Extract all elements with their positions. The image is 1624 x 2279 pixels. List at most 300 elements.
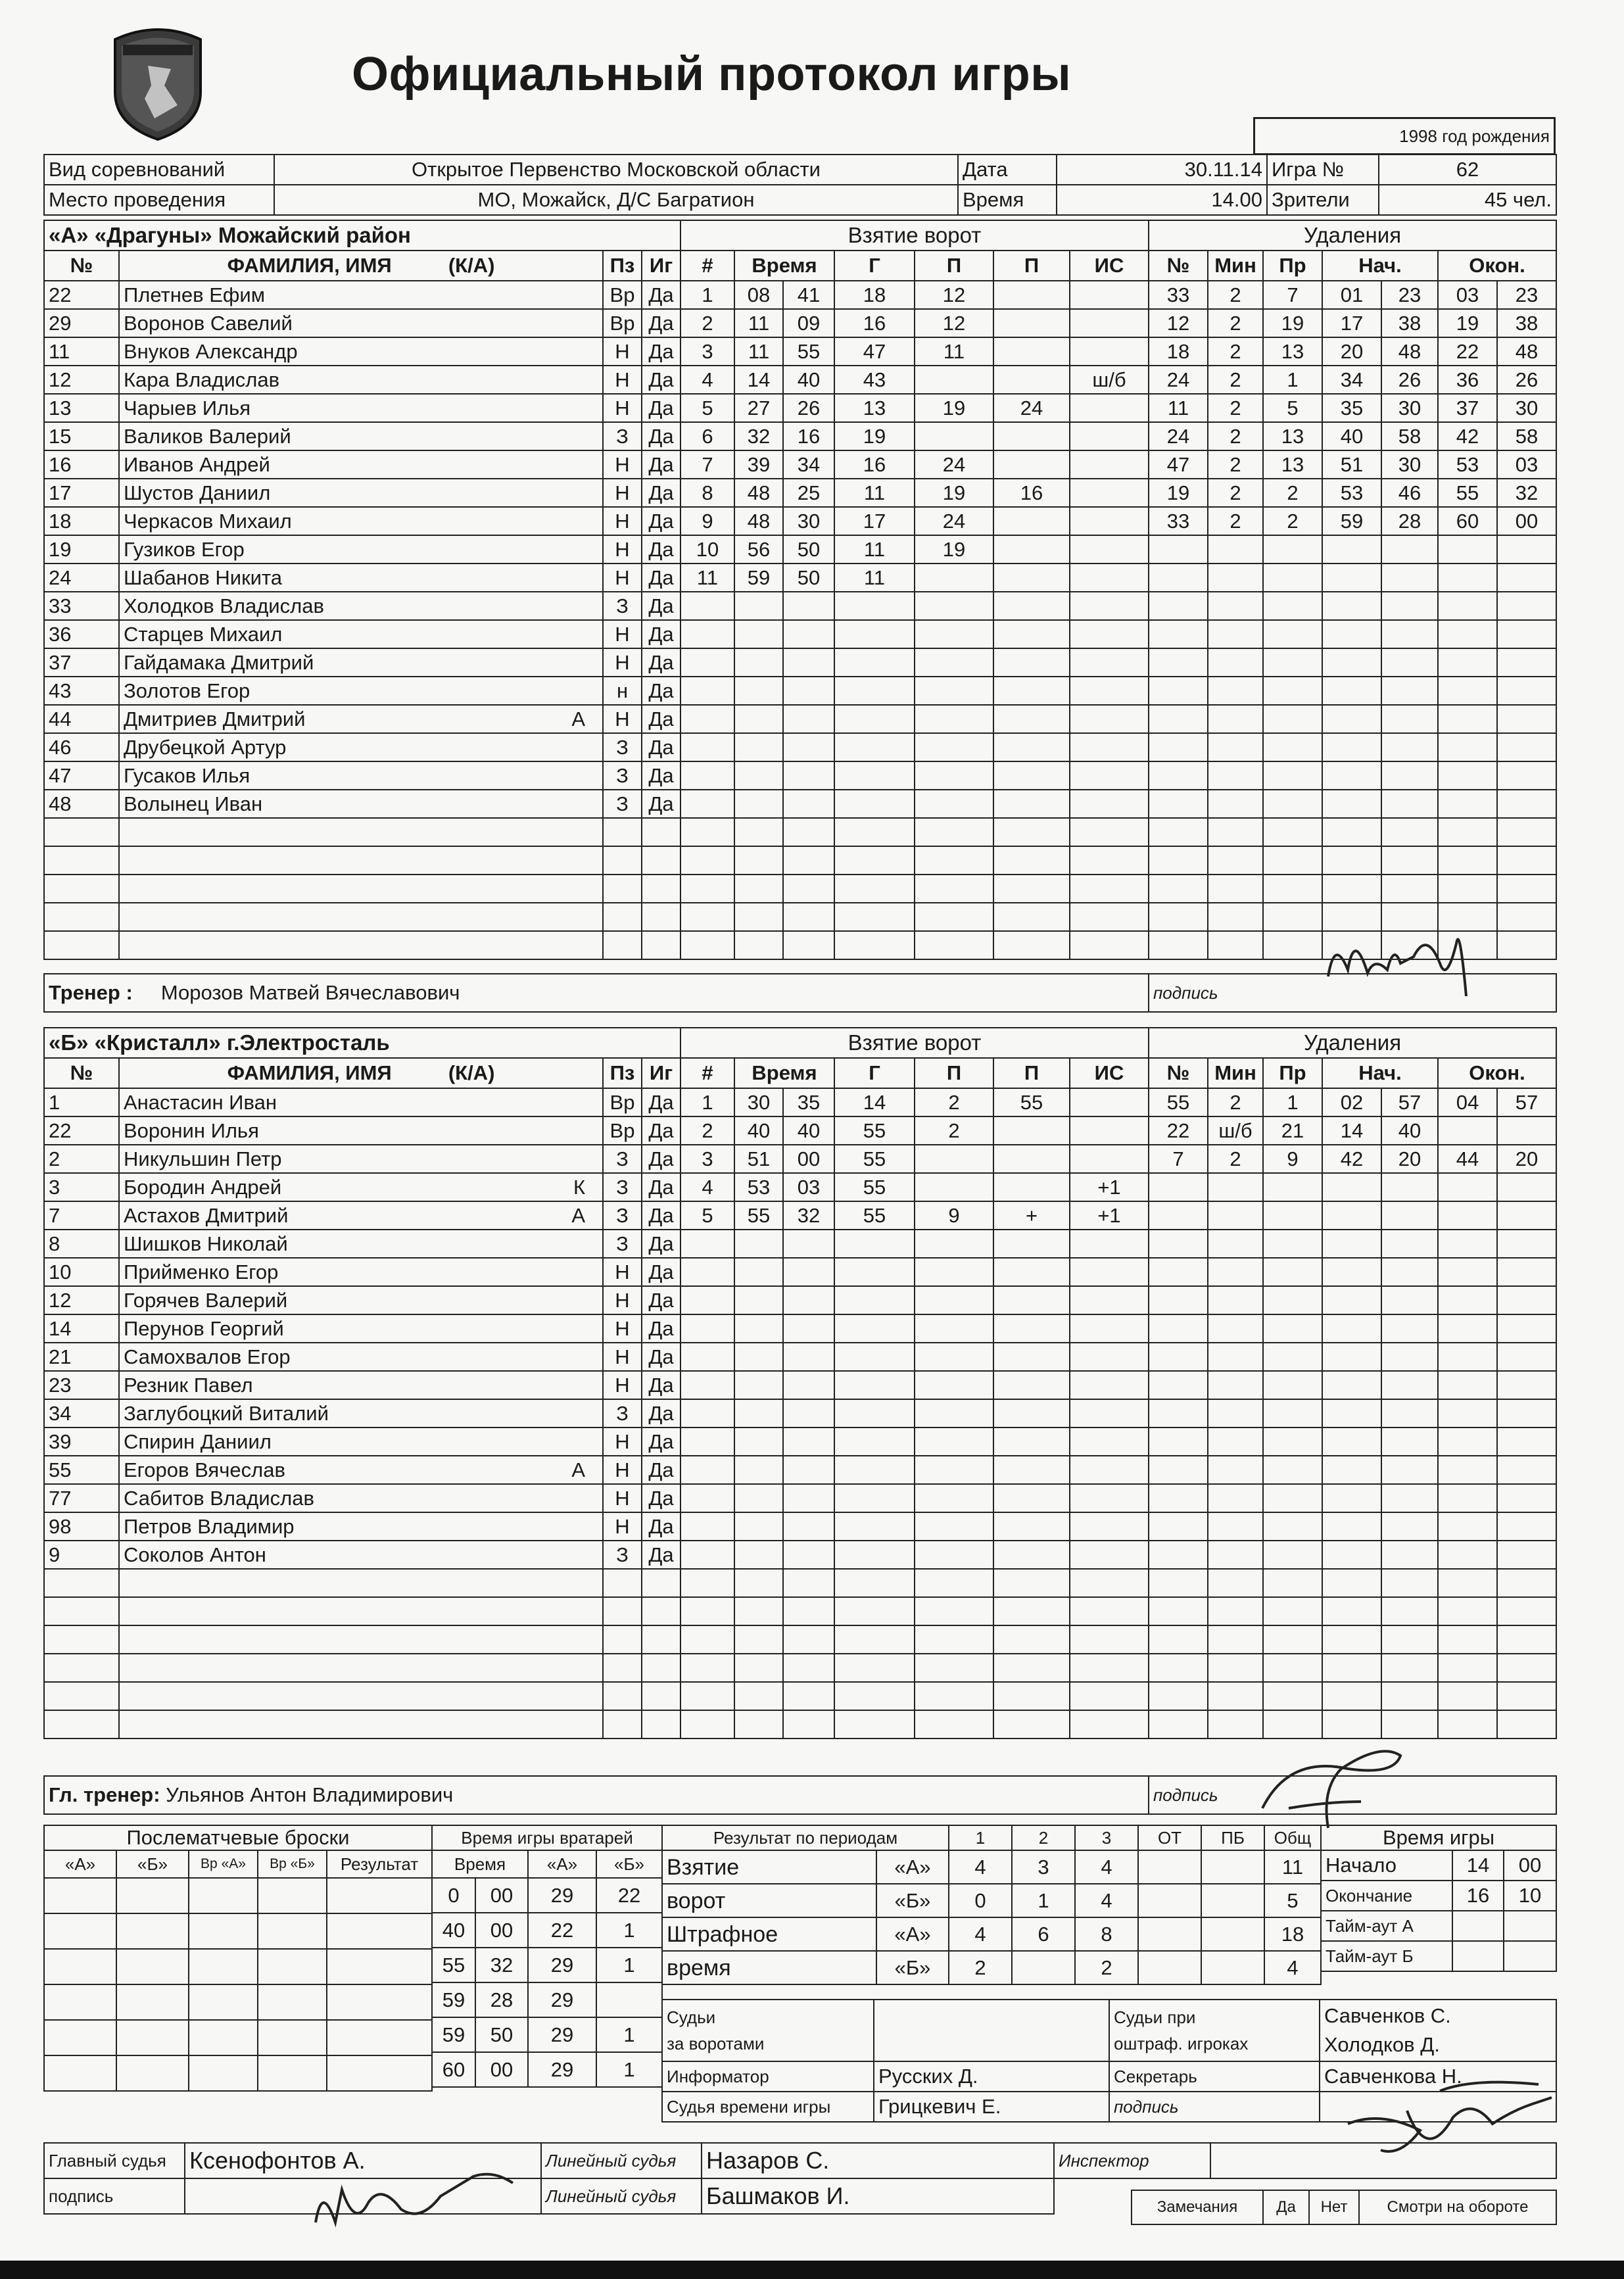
player-row xyxy=(44,818,681,846)
main-referee-sign-label: подпись xyxy=(44,2178,185,2214)
empty-cell xyxy=(1208,1201,1263,1230)
player-number: 47 xyxy=(44,761,119,790)
player-name: Волынец Иван xyxy=(124,792,263,815)
empty-cell xyxy=(1070,1710,1149,1739)
empty-cell xyxy=(1322,1314,1381,1343)
linesman-1-label: Линейный судья xyxy=(541,2143,702,2178)
empty-cell xyxy=(1381,1314,1438,1343)
empty-cell xyxy=(1208,1625,1263,1654)
empty-cell xyxy=(681,1230,734,1258)
penalty-row xyxy=(1149,1286,1556,1314)
empty-cell xyxy=(993,790,1070,818)
empty-cell xyxy=(1149,677,1208,705)
empty-cell xyxy=(1263,564,1322,592)
remarks-yes[interactable]: Да xyxy=(1263,2190,1309,2224)
col-pen-start-header: Нач. xyxy=(1322,251,1438,281)
goal-assist-2: 16 xyxy=(993,479,1070,507)
player-number: 10 xyxy=(44,1258,119,1286)
empty-cell xyxy=(783,705,834,733)
empty-cell xyxy=(1497,620,1556,648)
player-name-cell xyxy=(119,1230,603,1258)
player-position: Н xyxy=(603,1258,642,1286)
team-title-row xyxy=(44,1028,681,1058)
empty-cell xyxy=(1149,733,1208,761)
penalty-row xyxy=(1149,1541,1556,1569)
goal-situation xyxy=(1070,1145,1149,1173)
period-value: 4 xyxy=(1075,1850,1138,1884)
empty-cell xyxy=(1070,1541,1149,1569)
player-captain-mark: А xyxy=(571,708,585,731)
place-value: МО, Можайск, Д/С Багратион xyxy=(274,185,958,215)
empty-cell xyxy=(915,875,993,903)
empty-cell xyxy=(681,1399,734,1427)
empty-cell xyxy=(1208,648,1263,677)
pim-label-2: время xyxy=(662,1951,876,1984)
player-name-cell xyxy=(119,790,603,818)
empty-cell xyxy=(1263,875,1322,903)
goal-situation xyxy=(1070,394,1149,422)
empty-cell xyxy=(834,1343,915,1371)
player-row xyxy=(44,422,681,450)
empty-cell xyxy=(1149,1258,1208,1286)
shootout-col-header: Вр «Б» xyxy=(258,1850,327,1878)
empty-cell xyxy=(1497,1314,1556,1343)
empty-cell xyxy=(993,931,1070,959)
penalty-end-min: 37 xyxy=(1438,394,1497,422)
goal-scorer: 55 xyxy=(834,1116,915,1145)
empty-cell xyxy=(834,1682,915,1710)
player-row xyxy=(44,761,681,790)
player-position: Н xyxy=(603,1427,642,1456)
empty-cell xyxy=(44,1597,119,1625)
empty-cell xyxy=(915,1654,993,1682)
player-played: Да xyxy=(642,1258,681,1286)
empty-cell xyxy=(1070,592,1149,620)
goal-scorer: 55 xyxy=(834,1201,915,1230)
empty-cell xyxy=(993,1399,1070,1427)
period-value xyxy=(1138,1917,1201,1951)
empty-cell xyxy=(1381,1201,1438,1230)
goal-assist-1: 12 xyxy=(915,309,993,337)
empty-cell xyxy=(834,931,915,959)
empty-cell xyxy=(1322,1173,1381,1201)
empty-cell xyxy=(1070,761,1149,790)
player-row xyxy=(44,592,681,620)
empty-cell xyxy=(1263,1173,1322,1201)
penalty-end-sec: 32 xyxy=(1497,479,1556,507)
empty-cell xyxy=(1149,648,1208,677)
player-position: Н xyxy=(603,450,642,479)
player-row xyxy=(44,281,681,309)
empty-cell xyxy=(1497,1512,1556,1541)
player-name: Кара Владислав xyxy=(124,368,280,391)
period-results-table xyxy=(661,1825,1322,1985)
empty-cell xyxy=(1381,1343,1438,1371)
goalie-change-second: 50 xyxy=(475,2017,528,2052)
empty-cell xyxy=(834,620,915,648)
empty-cell xyxy=(1149,1201,1208,1230)
empty-cell xyxy=(642,931,681,959)
goalie-time-title: Время игры вратарей xyxy=(432,1825,662,1850)
penalty-start-sec: 23 xyxy=(1381,281,1438,309)
col-pen-end-header: Окон. xyxy=(1438,1058,1556,1088)
player-position: З xyxy=(603,1541,642,1569)
period-value: 8 xyxy=(1075,1917,1138,1951)
goalie-b-number: 1 xyxy=(596,1913,662,1948)
player-name-cell xyxy=(119,1286,603,1314)
penalty-reason: 21 xyxy=(1263,1116,1322,1145)
empty-cell xyxy=(1381,1512,1438,1541)
goal-row xyxy=(681,1427,1149,1456)
team-title: «Б» «Кристалл» г.Электросталь xyxy=(44,1028,681,1058)
period-value: 4 xyxy=(949,1850,1012,1884)
penalty-end-min: 03 xyxy=(1438,281,1497,309)
penalty-row xyxy=(1149,1569,1556,1597)
empty-cell xyxy=(993,677,1070,705)
empty-cell xyxy=(1263,733,1322,761)
empty-cell xyxy=(993,1569,1070,1597)
empty-cell xyxy=(1438,1484,1497,1512)
penalty-end-sec: 26 xyxy=(1497,366,1556,394)
col-situation-header: ИС xyxy=(1070,251,1149,281)
penalty-row xyxy=(1149,1230,1556,1258)
goal-number: 7 xyxy=(681,450,734,479)
player-name: Анастасин Иван xyxy=(124,1091,277,1114)
goalie-change-second: 00 xyxy=(475,2052,528,2087)
empty-cell xyxy=(1438,648,1497,677)
player-position: Н xyxy=(603,535,642,564)
player-played: Да xyxy=(642,450,681,479)
empty-cell xyxy=(734,875,783,903)
penalty-end-sec: 30 xyxy=(1497,394,1556,422)
empty-cell xyxy=(734,1286,783,1314)
player-name-cell xyxy=(119,450,603,479)
period-value xyxy=(1201,1884,1264,1917)
goal-row xyxy=(681,1710,1149,1739)
shootout-col-header: Вр «А» xyxy=(189,1850,258,1878)
empty-cell xyxy=(1070,1314,1149,1343)
empty-cell xyxy=(603,846,642,875)
goal-row xyxy=(681,281,1149,309)
player-number: 48 xyxy=(44,790,119,818)
goal-scorer: 55 xyxy=(834,1173,915,1201)
empty-cell xyxy=(734,1682,783,1710)
goalie-b-number: 1 xyxy=(596,2017,662,2052)
empty-cell xyxy=(734,1343,783,1371)
scan-bottom-edge xyxy=(0,2261,1624,2279)
empty-cell xyxy=(993,1541,1070,1569)
penalty-row xyxy=(1149,1258,1556,1286)
empty-cell xyxy=(1208,1427,1263,1456)
empty-cell xyxy=(44,1625,119,1654)
empty-cell xyxy=(1149,1682,1208,1710)
empty-cell xyxy=(1149,564,1208,592)
player-row xyxy=(44,366,681,394)
player-row xyxy=(44,875,681,903)
empty-cell xyxy=(603,818,642,846)
empty-cell xyxy=(1438,733,1497,761)
empty-cell xyxy=(1208,931,1263,959)
empty-cell xyxy=(603,1682,642,1710)
start-label: Начало xyxy=(1321,1850,1452,1881)
penalty-row xyxy=(1149,875,1556,903)
empty-cell xyxy=(734,1371,783,1399)
player-played: Да xyxy=(642,1201,681,1230)
empty-cell xyxy=(1322,1682,1381,1710)
penalty-row xyxy=(1149,733,1556,761)
empty-cell xyxy=(1438,1456,1497,1484)
empty-cell xyxy=(1322,875,1381,903)
empty-cell xyxy=(1322,1625,1381,1654)
goal-scorer: 16 xyxy=(834,309,915,337)
period-team: «Б» xyxy=(876,1884,949,1917)
empty-cell xyxy=(1497,1230,1556,1258)
empty-cell xyxy=(993,1710,1070,1739)
player-number: 98 xyxy=(44,1512,119,1541)
col-scorer-header: Г xyxy=(834,1058,915,1088)
empty-cell xyxy=(1381,1456,1438,1484)
empty-cell xyxy=(783,1314,834,1343)
goal-second: 41 xyxy=(783,281,834,309)
empty-cell xyxy=(681,733,734,761)
empty-cell xyxy=(1438,1399,1497,1427)
goalie-a-header: «А» xyxy=(528,1850,596,1878)
penalty-judges-label-1: Судьи при xyxy=(1114,2007,1196,2027)
empty-cell xyxy=(783,733,834,761)
goal-minute: 56 xyxy=(734,535,783,564)
goal-second: 40 xyxy=(783,1116,834,1145)
empty-cell xyxy=(1438,592,1497,620)
penalty-end-min: 42 xyxy=(1438,422,1497,450)
end-minute: 10 xyxy=(1504,1881,1556,1911)
empty-cell xyxy=(1497,1484,1556,1512)
player-name: Иванов Андрей xyxy=(124,453,270,476)
empty-cell xyxy=(1263,620,1322,648)
penalty-reason: 13 xyxy=(1263,450,1322,479)
player-row xyxy=(44,1625,681,1654)
empty-cell xyxy=(681,1371,734,1399)
penalty-row xyxy=(1149,1371,1556,1399)
empty-cell xyxy=(603,875,642,903)
empty-cell xyxy=(1208,535,1263,564)
empty-cell xyxy=(734,1597,783,1625)
empty-cell xyxy=(1322,592,1381,620)
remarks-no[interactable]: Нет xyxy=(1309,2190,1359,2224)
empty-cell xyxy=(734,620,783,648)
penalty-row xyxy=(1149,1088,1556,1116)
goal-number: 5 xyxy=(681,394,734,422)
goal-row xyxy=(681,733,1149,761)
player-name: Гузиков Егор xyxy=(124,538,245,561)
empty-cell xyxy=(1381,1682,1438,1710)
player-played: Да xyxy=(642,790,681,818)
player-name: Валиков Валерий xyxy=(124,425,291,448)
empty-cell xyxy=(1208,1258,1263,1286)
period-col-header: 1 xyxy=(949,1825,1012,1850)
empty-cell xyxy=(734,592,783,620)
empty-cell xyxy=(1070,1456,1149,1484)
pim-label-1: Штрафное xyxy=(662,1917,876,1951)
goal-judges-label-2: за воротами xyxy=(667,2034,765,2053)
player-row xyxy=(44,535,681,564)
player-position: Н xyxy=(603,337,642,366)
player-position: З xyxy=(603,422,642,450)
team-title: «А» «Драгуны» Можайский район xyxy=(44,220,681,251)
empty-cell xyxy=(1322,1286,1381,1314)
penalty-player: 11 xyxy=(1149,394,1208,422)
empty-cell xyxy=(681,1343,734,1371)
empty-cell xyxy=(642,846,681,875)
empty-cell xyxy=(734,1654,783,1682)
empty-cell xyxy=(1149,1569,1208,1597)
player-played: Да xyxy=(642,309,681,337)
empty-cell xyxy=(734,790,783,818)
empty-cell xyxy=(1497,733,1556,761)
goal-situation xyxy=(1070,1088,1149,1116)
penalty-row xyxy=(1149,1512,1556,1541)
empty-cell xyxy=(642,1682,681,1710)
goal-row xyxy=(681,1512,1149,1541)
goalie-change-second: 32 xyxy=(475,1948,528,1982)
empty-cell xyxy=(1322,1512,1381,1541)
empty-cell xyxy=(681,592,734,620)
player-position: Н xyxy=(603,394,642,422)
player-played: Да xyxy=(642,535,681,564)
empty-cell xyxy=(1149,705,1208,733)
player-row xyxy=(44,479,681,507)
empty-cell xyxy=(993,1654,1070,1682)
col-scorer-header: Г xyxy=(834,251,915,281)
empty-cell xyxy=(1208,705,1263,733)
empty-cell xyxy=(1149,818,1208,846)
empty-cell xyxy=(1149,1597,1208,1625)
goal-minute: 53 xyxy=(734,1173,783,1201)
coach-sign-label-a: подпись xyxy=(1149,974,1556,1012)
goal-second: 00 xyxy=(783,1145,834,1173)
empty-cell xyxy=(1149,903,1208,931)
empty-cell xyxy=(915,846,993,875)
linesmen-table xyxy=(540,2142,1055,2215)
empty-cell xyxy=(1149,1484,1208,1512)
goal-scorer: 11 xyxy=(834,479,915,507)
empty-cell xyxy=(44,931,119,959)
empty-cell xyxy=(834,1597,915,1625)
empty-cell xyxy=(1322,1569,1381,1597)
empty-cell xyxy=(1149,1314,1208,1343)
penalty-row xyxy=(1149,846,1556,875)
empty-cell xyxy=(119,1682,603,1710)
goal-assist-1: 19 xyxy=(915,479,993,507)
penalty-row xyxy=(1149,1597,1556,1625)
player-number: 9 xyxy=(44,1541,119,1569)
empty-cell xyxy=(642,1654,681,1682)
goal-scorer: 16 xyxy=(834,450,915,479)
empty-cell xyxy=(1322,1371,1381,1399)
player-number: 1 xyxy=(44,1088,119,1116)
penalty-end-sec: 23 xyxy=(1497,281,1556,309)
empty-cell xyxy=(1322,1343,1381,1371)
empty-cell xyxy=(834,903,915,931)
penalty-minutes: 2 xyxy=(1208,422,1263,450)
timeout-a-label: Тайм-аут А xyxy=(1321,1911,1452,1941)
empty-cell xyxy=(1208,1541,1263,1569)
empty-cell xyxy=(1208,1654,1263,1682)
player-name-cell xyxy=(119,1427,603,1456)
goal-assist-2 xyxy=(993,1116,1070,1145)
player-name: Перунов Георгий xyxy=(124,1317,284,1340)
player-name-cell xyxy=(119,422,603,450)
col-played-header: Иг xyxy=(642,251,681,281)
coach-name-b: Ульянов Антон Владимирович xyxy=(166,1783,454,1806)
goal-situation xyxy=(1070,479,1149,507)
penalty-start-min: 42 xyxy=(1322,1145,1381,1173)
empty-cell xyxy=(915,620,993,648)
player-name: Внуков Александр xyxy=(124,340,298,363)
player-row xyxy=(44,1597,681,1625)
player-row xyxy=(44,903,681,931)
main-referee-signature xyxy=(309,2163,519,2236)
goal-scorer: 13 xyxy=(834,394,915,422)
penalty-row xyxy=(1149,337,1556,366)
goal-row xyxy=(681,1286,1149,1314)
empty-cell xyxy=(1381,1597,1438,1625)
player-name-cell xyxy=(119,1541,603,1569)
penalty-row xyxy=(1149,450,1556,479)
player-name: Шишков Николай xyxy=(124,1232,288,1255)
empty-cell xyxy=(1149,1286,1208,1314)
periods-title: Результат по периодам xyxy=(662,1825,949,1850)
empty-cell xyxy=(915,1456,993,1484)
player-captain-mark: А xyxy=(571,1458,585,1481)
empty-cell xyxy=(1497,761,1556,790)
empty-cell xyxy=(1497,875,1556,903)
empty-cell xyxy=(734,1258,783,1286)
empty-cell xyxy=(993,903,1070,931)
goalie-b-number: 1 xyxy=(596,1948,662,1982)
goal-second: 50 xyxy=(783,564,834,592)
start-minute: 00 xyxy=(1504,1850,1556,1881)
end-hour: 16 xyxy=(1452,1881,1504,1911)
goals-title: Взятие ворот xyxy=(681,220,1149,251)
team-b-penalties xyxy=(1148,1027,1557,1739)
goal-situation xyxy=(1070,1116,1149,1145)
empty-cell xyxy=(44,1569,119,1597)
empty-cell xyxy=(1263,1399,1322,1427)
empty-cell xyxy=(1070,1512,1149,1541)
empty-cell xyxy=(1322,1597,1381,1625)
empty-cell xyxy=(1070,1258,1149,1286)
empty-cell xyxy=(915,903,993,931)
player-number: 43 xyxy=(44,677,119,705)
player-row xyxy=(44,1710,681,1739)
player-name: Чарыев Илья xyxy=(124,396,251,420)
empty-cell xyxy=(681,1314,734,1343)
empty-cell xyxy=(915,677,993,705)
empty-cell xyxy=(642,1569,681,1597)
empty-cell xyxy=(834,648,915,677)
goal-row xyxy=(681,507,1149,535)
empty-cell xyxy=(915,1371,993,1399)
goal-row xyxy=(681,1088,1149,1116)
period-col-header: 2 xyxy=(1012,1825,1075,1850)
empty-cell xyxy=(119,903,603,931)
goalie-row xyxy=(432,1948,662,1982)
player-name-cell xyxy=(119,1371,603,1399)
empty-cell xyxy=(1263,1541,1322,1569)
empty-cell xyxy=(1263,592,1322,620)
penalty-start-sec: 26 xyxy=(1381,366,1438,394)
coach-label-a: Тренер : xyxy=(49,981,133,1004)
